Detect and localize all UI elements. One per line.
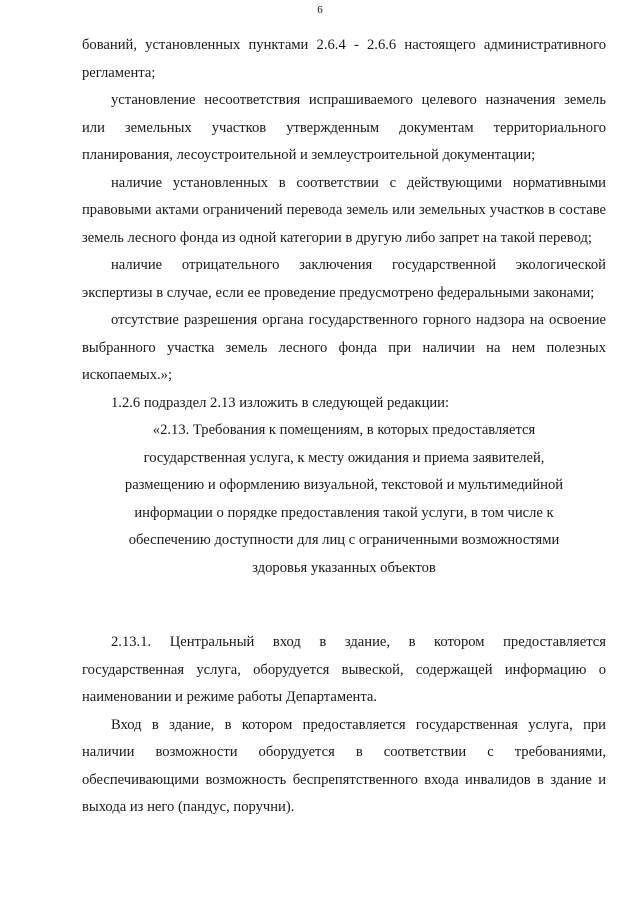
paragraph-item: установление несоответствия испрашиваемого целевого назначения земель или земельных участков утвержденным документам территориального планирования, лесоустроительной и землеустроительной документации; <box>82 92 606 163</box>
paragraph-item: Вход в здание, в котором предоставляется государственная услуга, при наличии возможности оборудуется в соответствии с требованиями, обеспечивающими возможность беспрепятственного входа инвалидов в здание и выхода из него (пандус, поручни). <box>82 716 606 815</box>
paragraph-continuation: бований, установленных пунктами 2.6.4 - 2.6.6 настоящего административного регламента; <box>82 37 606 81</box>
page-number: 6 <box>317 4 323 16</box>
section-heading: «2.13. Требования к помещениям, в которых предоставляется государственная услуга, к месту ожидания и приема заявителей, размещению и оформлению визуальной, текстовой и мультимедийной информации о порядке предоставления такой услуги, в том числе к обеспечению доступности для лиц с ограниченными возможностями здоровья указанных объектов <box>124 422 564 576</box>
paragraph-amendment: 1.2.6 подраздел 2.13 изложить в следующей редакции: <box>111 394 450 411</box>
paragraph-item: наличие отрицательного заключения государственной экологической экспертизы в случае, если ее проведение предусмотрено федеральными законами; <box>82 257 606 301</box>
spacer <box>82 582 606 629</box>
paragraph-item: 2.13.1. Центральный вход в здание, в котором предоставляется государственная услуга, оборудуется вывеской, содержащей информацию о наименовании и режиме работы Департамента. <box>82 634 606 705</box>
document-body <box>82 32 606 822</box>
paragraph-item: отсутствие разрешения органа государственного горного надзора на освоение выбранного участка земель лесного фонда при наличии на нем полезных ископаемых.»; <box>82 312 606 383</box>
paragraph-item: наличие установленных в соответствии с действующими нормативными правовыми актами ограничений перевода земель или земельных участков в составе земель лесного фонда из одной категории в другую либо запрет на такой перевод; <box>82 174 606 246</box>
